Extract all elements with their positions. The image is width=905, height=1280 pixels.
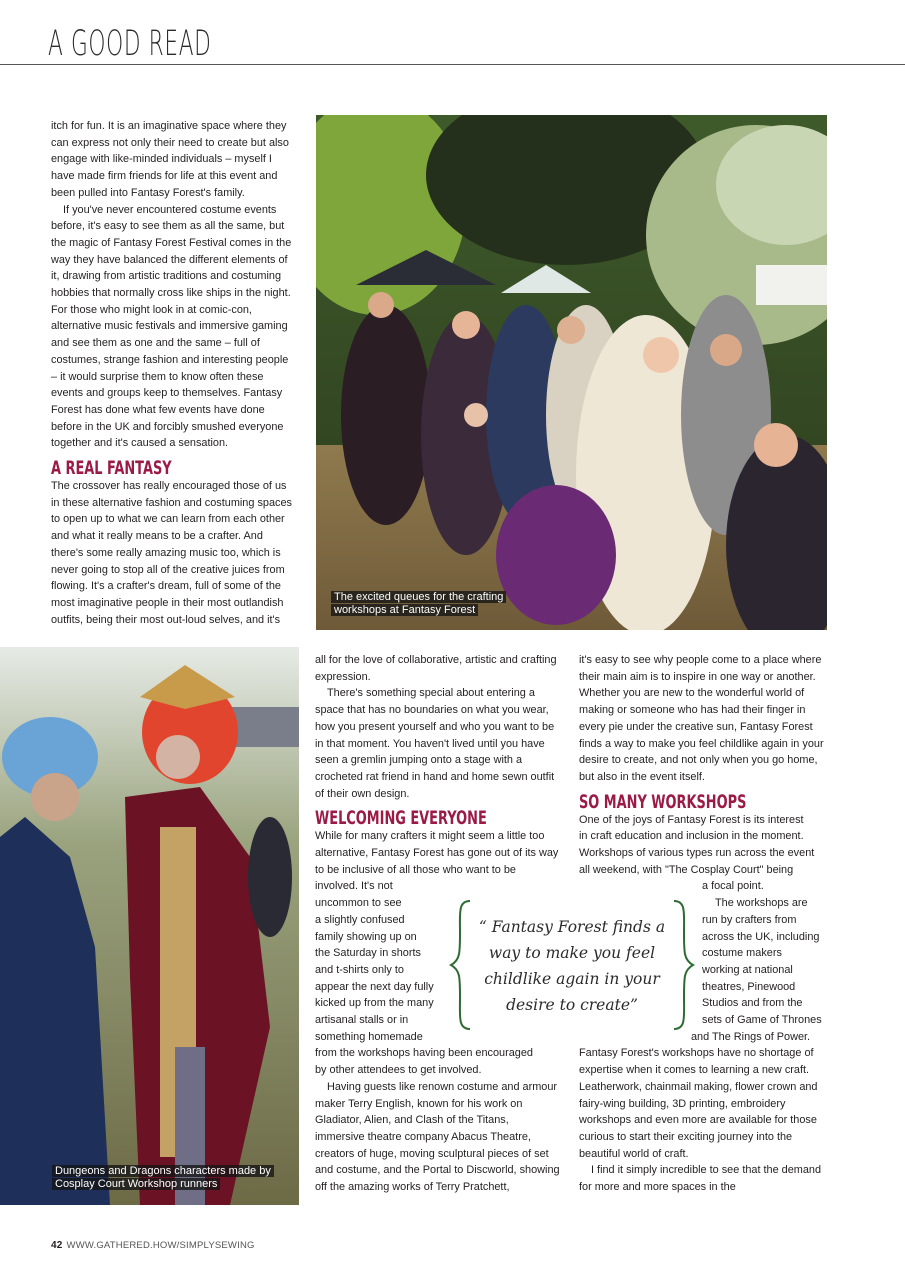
pull-quote-text: “ Fantasy Forest finds a way to make you feel childlike again in your desire to create”: [478, 918, 666, 1014]
footer-url: WWW.GATHERED.HOW/SIMPLYSEWING: [66, 1240, 255, 1251]
text-line: alternative, Fantasy Forest has gone out of its way: [315, 847, 559, 860]
text-line: involved. It's not: [315, 880, 393, 893]
text-line: costume makers: [702, 947, 782, 960]
text-line: artisanal stalls or in: [315, 1014, 409, 1027]
paragraph: Fantasy Forest's workshops have no shortage of expertise when it comes to learning a new craft. Leatherwork, chainmail making, flower crown and fairy-wing building, 3D printing, embroidery workshops and even more are available for those curious to start their exciting journey into the beautiful world of craft.: [579, 1047, 818, 1160]
text-line: in craft education and inclusion in the moment.: [579, 830, 804, 843]
paragraph: itch for fun. It is an imaginative space where they can express not only their need to create but also engage with like-minded individuals – myself I have made firm friends for life at this event and been pulled into Fantasy Forest's family.: [51, 120, 289, 199]
paragraph: There's something special about entering a space that has no boundaries on what you wear, how you present yourself and who you want to be in that moment. You haven't lived until you have seen a gremlin jumping onto a stage with a crocheted rat friend in hand and home sewn outfit of their own design.: [315, 687, 555, 800]
text-line: kicked up from the many: [315, 997, 434, 1010]
text-line: While for many crafters it might seem a little too: [315, 830, 545, 843]
photo-caption: Dungeons and Dragons characters made by Cosplay Court Workshop runners: [52, 1165, 292, 1191]
text-line: and The Rings of Power.: [691, 1030, 811, 1043]
text-line: working at national: [702, 963, 793, 976]
article-column-1: [51, 118, 297, 628]
text-line: family showing up on: [315, 930, 417, 943]
text-line: all weekend, with "The Cosplay Court" being: [579, 863, 794, 876]
text-line: Workshops of various types run across the event: [579, 847, 815, 860]
paragraph: I find it simply incredible to see that the demand for more and more spaces in the: [579, 1164, 822, 1194]
text-line: Studios and from the: [702, 997, 803, 1010]
subheading: WELCOMING EVERYONE: [315, 807, 487, 830]
cosplay-characters-photo: [0, 647, 299, 1205]
text-line: sets of Game of Thrones: [702, 1014, 822, 1027]
text-line: from the workshops having been encouraged: [315, 1047, 533, 1060]
page-footer: [51, 1240, 255, 1251]
festival-crowd-photo: [316, 115, 827, 630]
text-line: appear the next day fully: [315, 980, 434, 993]
text-line: to be inclusive of all those who want to be: [315, 863, 516, 876]
paragraph: it's easy to see why people come to a place where their main aim is to inspire in one way or another. Whether you are new to the wonderful world of making or someone who has had their finger in every pie under the creative sun, Fantasy Forest finds a way to make you feel childlike again in your desire to create, and not only when you go home, but also in the event itself.: [579, 654, 824, 783]
text-line: uncommon to see: [315, 897, 402, 910]
paragraph: If you've never encountered costume events before, it's easy to see them as all the same, but the magic of Fantasy Forest Festival comes in the way they have balanced the different elements of it, drawing from artistic traditions and costuming hobbies that normally cross like ships in the night. For those who might look in at comic-con, alternative music festivals and immersive gaming and see them as one and the same – full of costumes, strange fashion and interesting people – it would surprise them to know often these events and groups keep to themselves. Fantasy Forest has done what few events have done before in the UK and forcibly smushed everyone together and it's caused a sensation.: [51, 203, 292, 450]
text-line: and t-shirts only to: [315, 963, 404, 976]
subheading: A REAL FANTASY: [51, 457, 172, 480]
subheading: SO MANY WORKSHOPS: [579, 790, 747, 813]
paragraph: Having guests like renown costume and armour maker Terry English, known for his work on Gladiator, Alien, and Clash of the Titans, immersive theatre company Abacus Theatre, creators of huge, moving sculptural pieces of set and costume, and the Portal to Discworld, showing off the amazing works of Terry Pratchett,: [315, 1080, 560, 1194]
page-number: 42: [51, 1240, 63, 1251]
text-line: across the UK, including: [702, 930, 820, 943]
photo-caption: The excited queues for the crafting workshops at Fantasy Forest: [331, 591, 531, 617]
text-line: a focal point.: [702, 880, 764, 893]
paragraph: The crossover has really encouraged those of us in these alternative fashion and costuming spaces to open up to what we can learn from each other and what it really means to be a crafter. And there's some really amazing music too, which is never going to stop all of the creative juices from flowing. It's a crafter's dream, full of some of the most imaginative people in their most outlandish outfits, being their most out-loud selves, and it's: [51, 480, 292, 626]
text-line: the Saturday in shorts: [315, 947, 421, 960]
text-line: The workshops are: [715, 897, 808, 910]
text-line: run by crafters from: [702, 913, 797, 926]
text-line: something homemade: [315, 1030, 423, 1043]
pull-quote: [448, 898, 696, 1033]
text-line: One of the joys of Fantasy Forest is its interest: [579, 813, 804, 826]
header-rule: [0, 64, 905, 65]
text-line: a slightly confused: [315, 913, 405, 926]
text-line: by other attendees to get involved.: [315, 1064, 482, 1077]
paragraph: all for the love of collaborative, artistic and crafting expression.: [315, 654, 557, 683]
text-line: theatres, Pinewood: [702, 980, 796, 993]
section-title: A GOOD READ: [48, 24, 212, 64]
